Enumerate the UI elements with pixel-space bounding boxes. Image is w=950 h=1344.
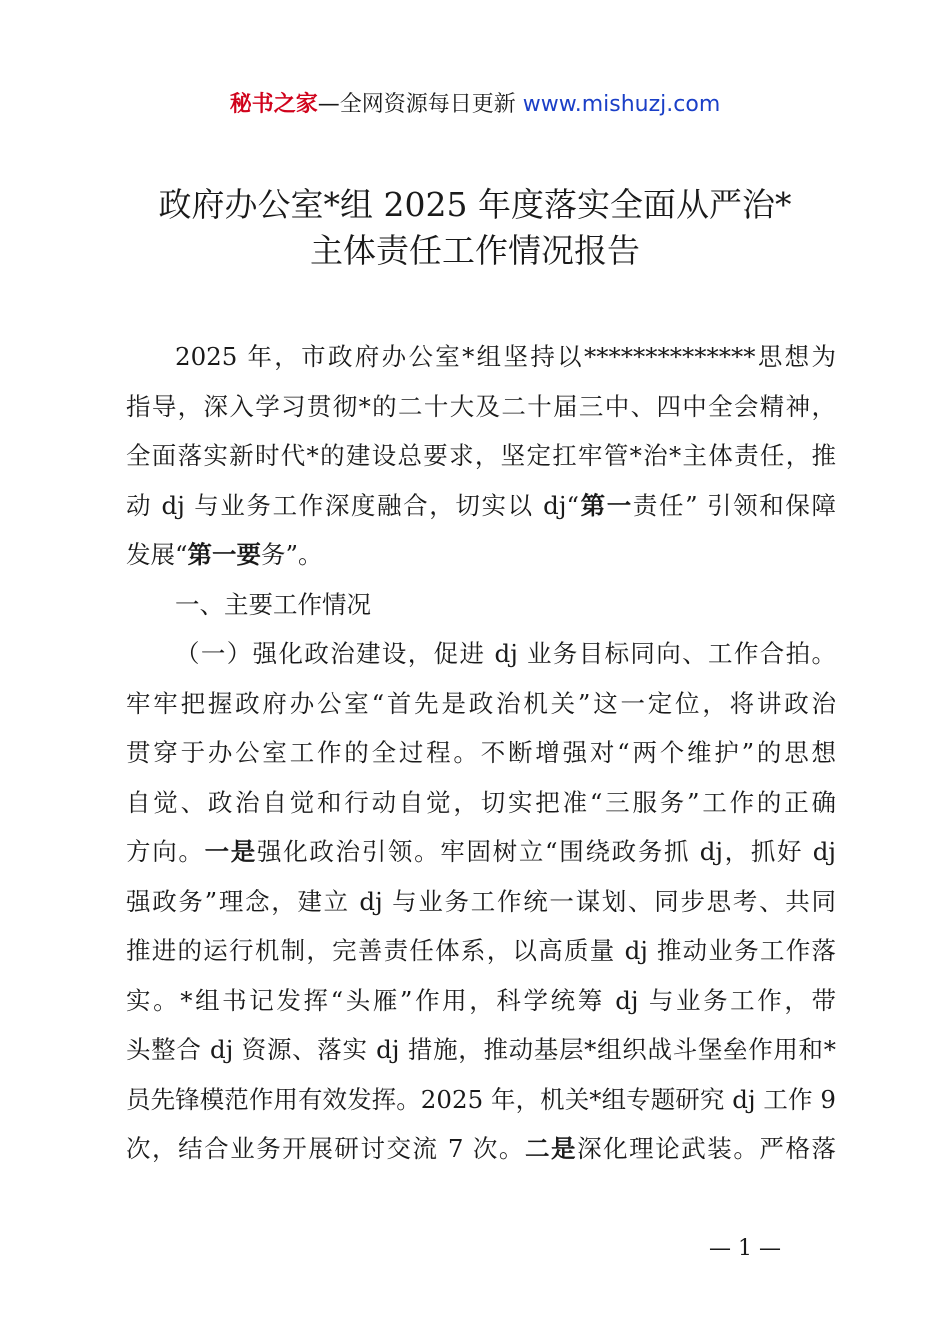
bold-text: 第一 xyxy=(578,490,633,520)
document-body xyxy=(126,332,836,1174)
site-url[interactable]: www.mishuzj.com xyxy=(522,92,721,117)
text-line: 2025 年，市政府办公室*组坚持以**************思想为 xyxy=(175,342,836,371)
text-line: 头整合 dj 资源、落实 dj 措施，推动基层*组织战斗堡垒作用和* xyxy=(126,1035,836,1064)
text-line: 全面落实新时代*的建设总要求，坚定扛牢管*治*主体责任，推 xyxy=(126,441,836,470)
text-line: 指导，深入学习贯彻*的二十大及二十届三中、四中全会精神， xyxy=(126,391,836,421)
document-title xyxy=(0,182,950,274)
header-tagline: —全网资源每日更新 xyxy=(317,92,523,117)
text-span: 次，结合业务开展研讨交流 7 次。 xyxy=(126,1134,525,1163)
text-line: 实。*组书记发挥“头雁”作用，科学统筹 dj 与业务工作，带 xyxy=(126,985,836,1015)
text-span: 强化政治引领。牢固树立“围绕政务抓 dj，抓好 dj xyxy=(256,837,837,866)
bold-text: 二是 xyxy=(524,1134,578,1163)
text-span: 务”。 xyxy=(261,540,323,569)
text-line xyxy=(126,481,836,531)
text-line: 牢牢把握政府办公室“首先是政治机关”这一定位，将讲政治 xyxy=(126,688,836,718)
subsection-heading: （一）强化政治建设，促进 dj 业务目标同向、工作合拍。 xyxy=(175,639,836,668)
bold-text: 一是 xyxy=(204,837,257,866)
page-number: — 1 — xyxy=(709,1236,781,1261)
bold-text: 第一要 xyxy=(187,540,262,569)
text-line xyxy=(126,1124,836,1174)
title-line-2: 主体责任工作情况报告 xyxy=(310,231,640,270)
text-span: 深化理论武装。严格落 xyxy=(577,1134,837,1163)
text-line xyxy=(126,530,836,580)
text-span: 发展“ xyxy=(126,540,188,569)
title-line-1: 政府办公室*组 2025 年度落实全面从严治* xyxy=(158,185,792,224)
text-line xyxy=(126,827,836,877)
text-line: 员先锋模范作用有效发挥。2025 年，机关*组专题研究 dj 工作 9 xyxy=(126,1084,836,1114)
brand-name: 秘书之家 xyxy=(229,92,318,117)
site-header-banner xyxy=(0,88,950,122)
section-heading: 一、主要工作情况 xyxy=(175,589,371,619)
text-line: 强政务”理念，建立 dj 与业务工作统一谋划、同步思考、共同 xyxy=(126,886,836,916)
text-line: 推进的运行机制，完善责任体系，以高质量 dj 推动业务工作落 xyxy=(126,936,836,965)
text-line: 自觉、政治自觉和行动自觉，切实把准“三服务”工作的正确 xyxy=(126,787,836,817)
text-span: 方向。 xyxy=(126,837,205,866)
text-line: 贯穿于办公室工作的全过程。不断增强对“两个维护”的思想 xyxy=(126,738,836,767)
text-span: 责任” 引领和保障 xyxy=(632,490,836,520)
text-span: 动 dj 与业务工作深度融合，切实以 dj“ xyxy=(126,490,579,520)
